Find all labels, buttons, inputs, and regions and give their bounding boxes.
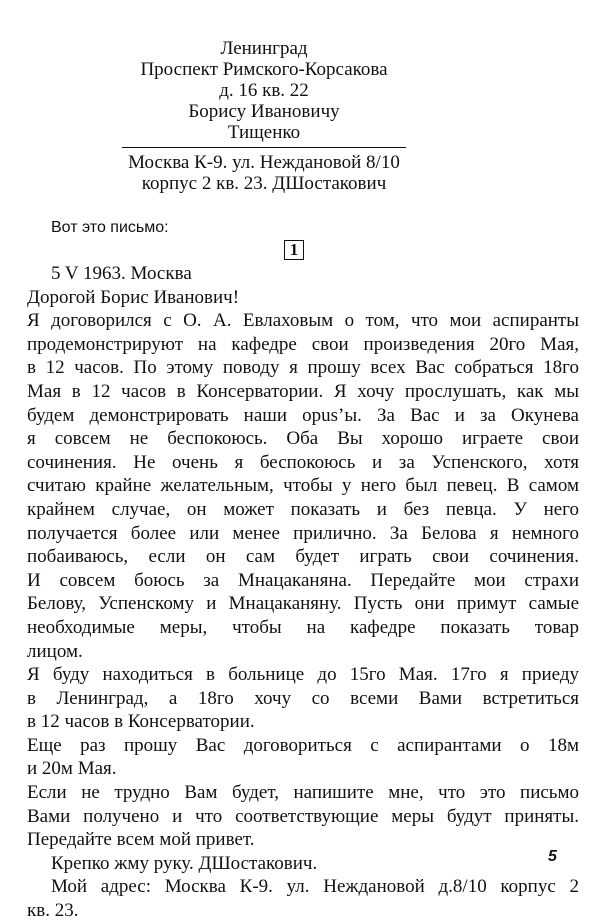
sender-street: Москва К-9. ул. Неждановой 8/10 bbox=[128, 152, 400, 173]
paragraph-2 bbox=[27, 663, 579, 734]
text-line: продемонстрируют на кафедре свои произведения 20го Мая, bbox=[27, 333, 579, 355]
text-line: и 20м Мая. bbox=[27, 758, 117, 780]
address-divider bbox=[122, 147, 406, 148]
text-line: сочинения. Не очень я беспокоюсь и за Успенского, хотя bbox=[27, 451, 579, 473]
text-line: побаиваюсь, если он сам будет играть свои сочинения. bbox=[27, 546, 579, 568]
text-line: крайнем случае, он может показать и без певца. У него bbox=[27, 498, 579, 520]
recipient-first-name: Борису Ивановичу bbox=[188, 101, 340, 122]
text-line: Мой адрес: Москва К-9. ул. Неждановой д.8/10 корпус 2 bbox=[51, 876, 579, 898]
paragraph-3 bbox=[27, 734, 579, 781]
letter-number-box: 1 bbox=[284, 240, 304, 260]
text-line: Вами получено и что соответствующие меры будут приняты. bbox=[27, 805, 579, 827]
text-line: И совсем боюсь за Мнацаканяна. Передайте мои страхи bbox=[27, 569, 579, 591]
intro-text: Вот это письмо: bbox=[51, 219, 169, 236]
text-line: Я договорился с О. А. Евлаховым о том, что мои аспиранты bbox=[27, 310, 579, 332]
text-line: Передайте всем мой привет. bbox=[27, 829, 255, 851]
text-line: необходимые меры, чтобы на кафедре показать товар bbox=[27, 616, 579, 638]
text-line: получается более или менее прилично. За Белова я немного bbox=[27, 522, 579, 544]
address-note bbox=[27, 875, 579, 922]
letter-body bbox=[27, 262, 579, 923]
recipient-surname: Тищенко bbox=[227, 122, 301, 143]
letter-closing: Крепко жму руку. ДШостакович. bbox=[51, 852, 318, 874]
page-number: 5 bbox=[548, 848, 557, 865]
sender-address bbox=[122, 152, 406, 194]
text-line: лицом. bbox=[27, 640, 83, 662]
letter-date: 5 V 1963. Москва bbox=[51, 263, 192, 284]
text-line: Белову, Успенскому и Мнацаканяну. Пусть они примут самые bbox=[27, 593, 579, 615]
recipient-house: д. 16 кв. 22 bbox=[219, 80, 309, 101]
letter-greeting: Дорогой Борис Иванович! bbox=[27, 286, 240, 308]
text-line: кв. 23. bbox=[27, 900, 79, 922]
recipient-city: Ленинград bbox=[220, 38, 308, 59]
recipient-address bbox=[122, 38, 406, 143]
text-line: в 12 часов. По этому поводу я прошу всех Вас собраться 18го bbox=[27, 357, 579, 379]
paragraph-1 bbox=[27, 309, 579, 663]
text-line: считаю крайне желательным, чтобы у него был певец. В самом bbox=[27, 475, 579, 497]
text-line: Если не трудно Вам будет, напишите мне, что это письмо bbox=[27, 782, 579, 804]
text-line: Я буду находиться в больнице до 15го Мая. 17го я приеду bbox=[27, 664, 579, 686]
text-line: Еще раз прошу Вас договориться с аспирантами о 18м bbox=[27, 734, 579, 756]
sender-name: корпус 2 кв. 23. ДШостакович bbox=[141, 173, 387, 194]
text-line: в 12 часов в Консерватории. bbox=[27, 711, 255, 733]
text-line: Мая в 12 часов в Консерватории. Я хочу прослушать, как мы bbox=[27, 380, 579, 402]
text-line: я совсем не беспокоюсь. Оба Вы хорошо играете свои bbox=[27, 428, 579, 450]
text-line: будем демонстрировать наши opus’ы. За Вас и за Окунева bbox=[27, 404, 579, 426]
text-line: в Ленинград, а 18го хочу со всеми Вами встретиться bbox=[27, 687, 579, 709]
paragraph-4 bbox=[27, 781, 579, 852]
recipient-street: Проспект Римского-Корсакова bbox=[140, 59, 388, 80]
